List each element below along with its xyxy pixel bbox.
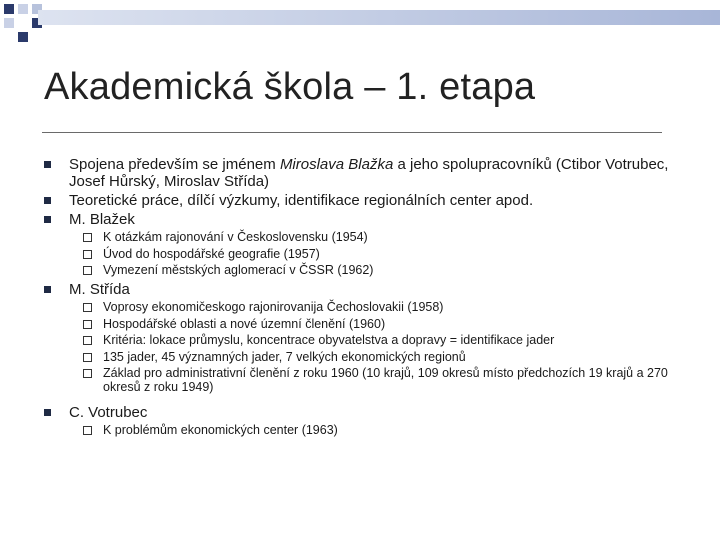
square-bullet-icon xyxy=(44,197,51,204)
sub-bullet-text: Voprosy ekonomičeskogo rajonirovanija Čechoslovakii (1958) xyxy=(103,300,444,314)
bullet-item xyxy=(0,281,720,298)
bullet-item xyxy=(0,156,720,190)
bullet-item xyxy=(0,211,720,228)
slide-title: Akademická škola – 1. etapa xyxy=(44,66,536,108)
hollow-square-bullet-icon xyxy=(83,353,92,362)
bullet-text: Spojena především se jménem xyxy=(69,156,280,173)
bullet-emphasis: Miroslava Blažka xyxy=(279,156,394,173)
hollow-square-bullet-icon xyxy=(83,303,92,312)
square-bullet-icon xyxy=(44,409,51,416)
bullet-text: M. Střída xyxy=(69,281,130,298)
sub-bullet-item xyxy=(0,300,720,314)
square-bullet-icon xyxy=(44,161,51,168)
sub-bullet-item xyxy=(0,423,720,437)
square-bullet-icon xyxy=(44,286,51,293)
sub-bullet-list xyxy=(0,300,720,394)
bullet-text-rest: a jeho spolupracovníků (Ctibor Votrubec, Josef Hůrský, Miroslav Střída) xyxy=(69,156,669,190)
hollow-square-bullet-icon xyxy=(83,336,92,345)
sub-bullet-text: Hospodářské oblasti a nové územní členění (1960) xyxy=(103,316,386,331)
sub-bullet-item xyxy=(0,317,720,331)
deco-square xyxy=(18,4,28,14)
sub-bullet-list xyxy=(0,230,720,277)
deco-square xyxy=(18,32,28,42)
slide-content xyxy=(0,156,720,441)
deco-square xyxy=(4,18,14,28)
title-divider xyxy=(42,132,662,133)
hollow-square-bullet-icon xyxy=(83,233,92,242)
square-bullet-icon xyxy=(44,216,51,223)
sub-bullet-item xyxy=(0,263,720,277)
bullet-item xyxy=(0,404,720,421)
sub-bullet-list xyxy=(0,423,720,437)
hollow-square-bullet-icon xyxy=(83,250,92,259)
deco-square xyxy=(18,18,28,28)
sub-bullet-item xyxy=(0,366,720,394)
sub-bullet-text: K otázkám rajonování v Československu (1954) xyxy=(103,230,368,244)
hollow-square-bullet-icon xyxy=(83,369,92,378)
sub-bullet-item xyxy=(0,247,720,261)
sub-bullet-text: Úvod do hospodářské geografie (1957) xyxy=(103,246,320,261)
deco-square xyxy=(4,32,14,42)
sub-bullet-text: Vymezení městských aglomerací v ČSSR (1962) xyxy=(103,263,374,277)
bullet-item xyxy=(0,192,720,209)
bullet-text: C. Votrubec xyxy=(69,404,148,421)
hollow-square-bullet-icon xyxy=(83,320,92,329)
sub-bullet-text: Základ pro administrativní členění z roku 1960 (10 krajů, 109 okresů místo předchozích 19 krajů a 270 okresů z roku 1949) xyxy=(103,366,668,394)
hollow-square-bullet-icon xyxy=(83,266,92,275)
sub-bullet-text: 135 jader, 45 významných jader, 7 velkých ekonomických regionů xyxy=(103,349,466,364)
sub-bullet-item xyxy=(0,350,720,364)
sub-bullet-item xyxy=(0,333,720,347)
deco-square xyxy=(4,4,14,14)
bullet-text: M. Blažek xyxy=(69,211,135,228)
hollow-square-bullet-icon xyxy=(83,426,92,435)
bullet-text: Teoretické práce, dílčí výzkumy, identifikace regionálních center apod. xyxy=(69,192,534,209)
header-gradient-bar xyxy=(38,10,720,25)
sub-bullet-text: Kritéria: lokace průmyslu, koncentrace obyvatelstva a dopravy = identifikace jader xyxy=(103,333,555,347)
sub-bullet-item xyxy=(0,230,720,244)
sub-bullet-text: K problémům ekonomických center (1963) xyxy=(103,423,338,437)
